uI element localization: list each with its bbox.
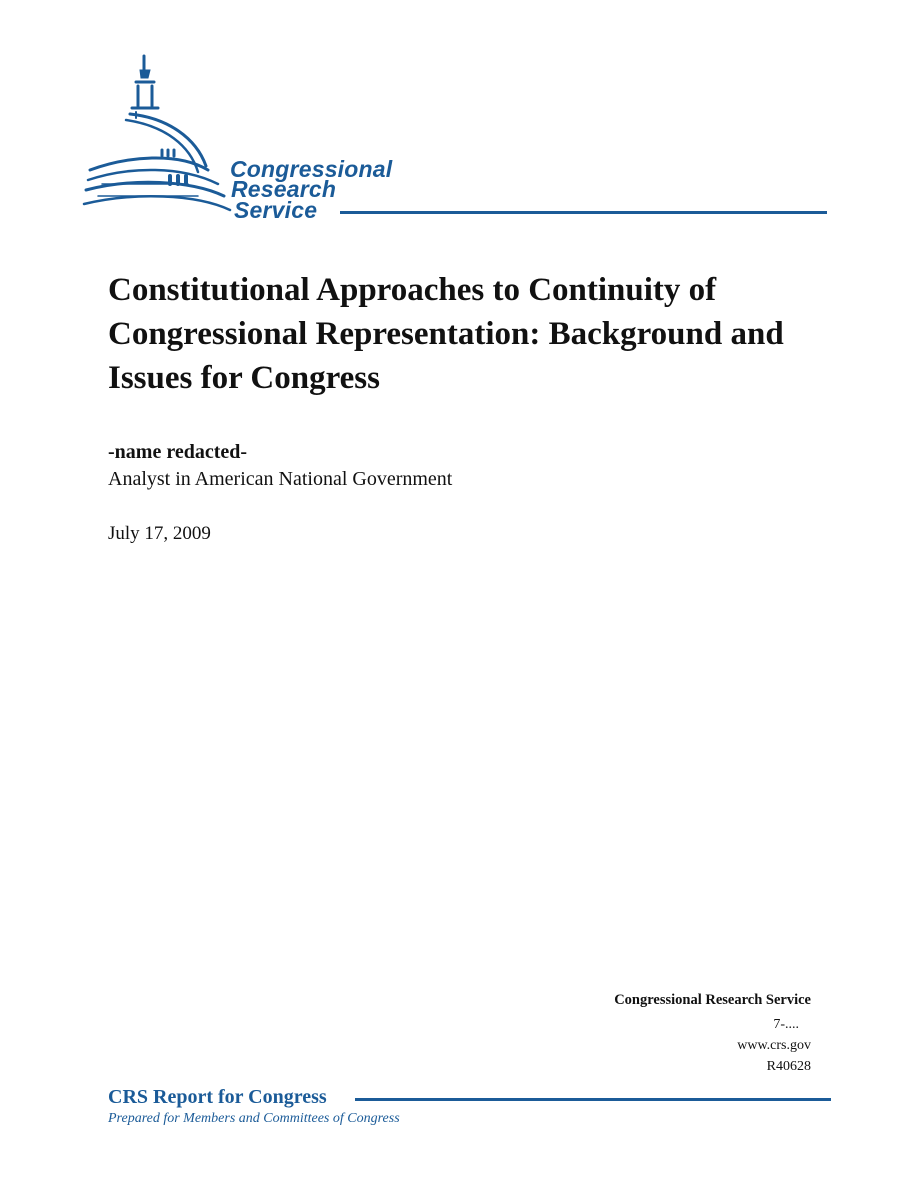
info-report-number: R40628	[766, 1059, 811, 1074]
report-date: July 17, 2009	[108, 523, 211, 544]
footer-title: CRS Report for Congress	[108, 1086, 327, 1108]
report-title: Constitutional Approaches to Continuity of Congressional Representation: Background and Issues for Congress	[108, 272, 784, 396]
logo-line-research: Research	[231, 176, 337, 202]
capitol-dome-icon	[78, 48, 238, 228]
info-website[interactable]: www.crs.gov	[737, 1038, 811, 1053]
crs-logo	[78, 48, 838, 228]
footer-subtitle: Prepared for Members and Committees of Congress	[108, 1111, 400, 1126]
info-organization: Congressional Research Service	[614, 992, 811, 1008]
logo-line-congressional: Congressional	[230, 156, 393, 182]
info-phone: 7-....	[773, 1017, 799, 1032]
author-name: -name redacted-	[108, 441, 248, 463]
footer-divider	[355, 1098, 831, 1101]
author-role: Analyst in American National Government	[108, 468, 453, 490]
logo-line-service: Service	[234, 197, 318, 223]
info-block	[614, 990, 811, 1077]
logo-divider	[340, 211, 827, 214]
